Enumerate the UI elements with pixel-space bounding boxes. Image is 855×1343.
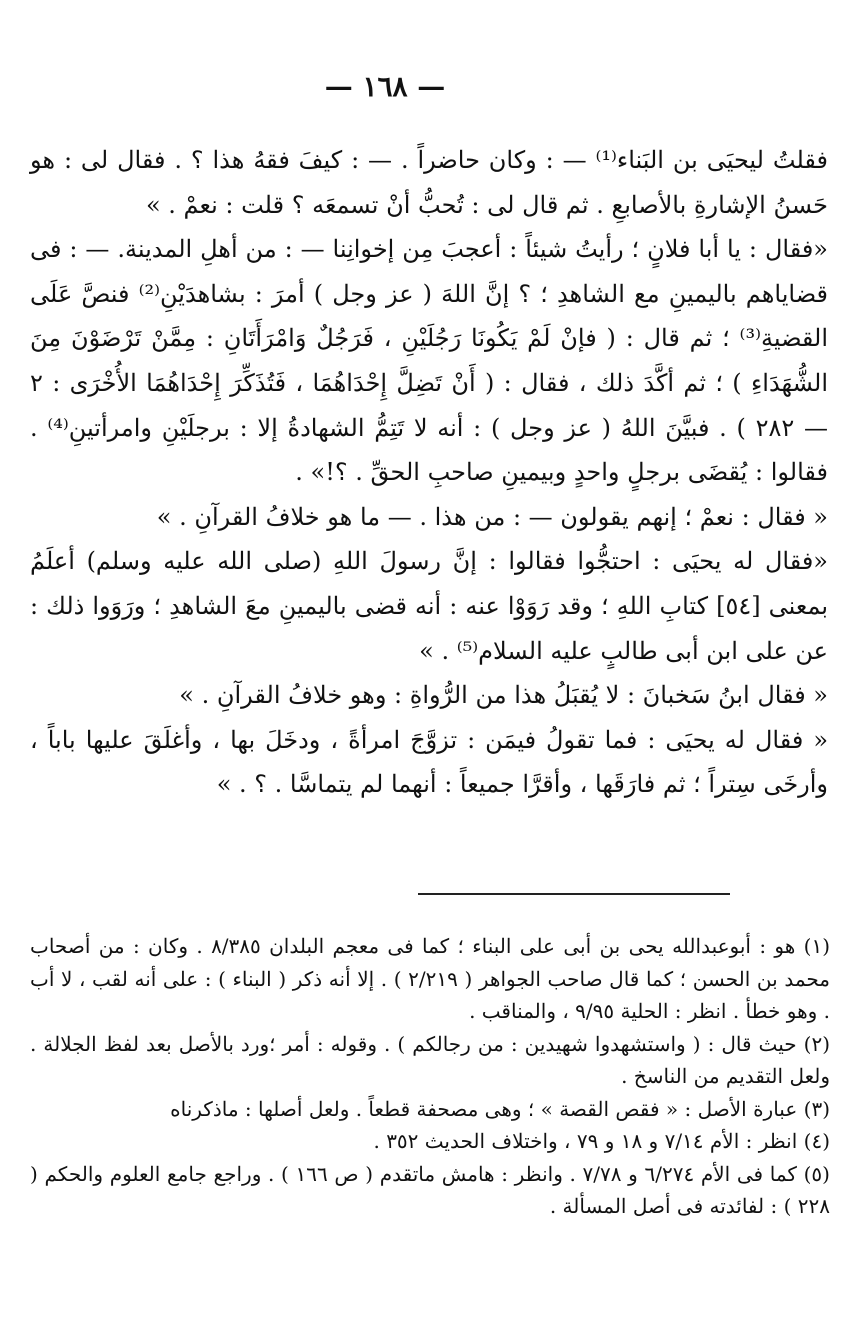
page-number: — ١٦٨ — xyxy=(324,70,446,103)
paragraph-5: « فقال ابنُ سَخبانَ : لا يُقبَلُ هذا من الرُّواةِ : وهو خلافُ القرآنِ . » xyxy=(179,681,828,710)
paragraph-3: « فقال : نعمْ ؛ إنهم يقولون — : من هذا . — ما هو خلافُ القرآنِ . » xyxy=(156,502,828,531)
footnote-1: (١) هو : أبوعبدالله يحى بن أبى على البناء ؛ كما فى معجم البلدان ٨/٣٨٥ . وكان : من أصحاب محمد بن الحسن ؛ كما قال صاحب الجواهر ( ٢/٢١٩ ) . إلا أنه ذكر ( البناء ) : على أنه لقب ، لا أب . وهو خطأ . انظر : الحلية ٩/٩٥ ، والمناقب . xyxy=(30,934,830,1023)
footnote-3: (٣) عبارة الأصل : « فقص القصة » ؛ وهى مصحفة قطعاً . ولعل أصلها : ماذكرناه xyxy=(170,1096,830,1121)
footnote-2: (٢) حيث قال : ( واستشهدوا شهيدين : من رجالكم ) . وقوله : أمر ؛ورد بالأصل بعد لفظ الجلالة . ولعل التقديم من الناسخ . xyxy=(30,1031,830,1088)
paragraph-4: «فقال له يحيَى : احتجُّوا فقالوا : إنَّ رسولَ اللهِ (صلى الله عليه وسلم) أعلَمُ بمعنى [٥٤] كتابِ اللهِ ؛ وقد رَوَوْا عنه : أنه قضى باليمينِ معَ الشاهدِ ؛ ورَوَوا ذلك : عن على ابن أبى طالبٍ عليه السلام⁽⁵⁾ . » xyxy=(30,547,829,665)
footnote-5: (٥) كما فى الأم ٦/٢٧٤ و ٧/٧٨ . وانظر : هامش ماتقدم ( ص ١٦٦ ) . وراجع جامع العلوم والحكم ( ٢٢٨ ) : لفائدته فى أصل المسألة . xyxy=(30,1161,830,1218)
paragraph-2: «فقال : يا أبا فلانٍ ؛ رأيتُ شيئاً : أعجبَ مِن إخوانِنا — : من أهلِ المدينة. — : فى قضاياهم باليمينِ مع الشاهدِ ؛ ؟ إنَّ اللهَ ( عز وجل ) أمرَ : بشاهدَيْنِ⁽²⁾ فنصَّ عَلَى القضيةِ⁽³⁾ ؛ ثم قال : ( فإنْ لَمْ يَكُونَا رَجُلَيْنِ ، فَرَجُلٌ وَامْرَأَتَانِ : مِمَّنْ تَرْضَوْنَ مِنَ الشُّهَدَاءِ ) ؛ ثم أكَّدَ ذلك ، فقال : ( أَنْ تَضِلَّ إِحْدَاهُمَا ، فَتُذَكِّرَ إِحْدَاهُمَا الأُخْرَى : ٢ — ٢٨٢ ) . فبيَّنَ اللهُ ( عز وجل ) : أنه لا تَتِمُّ الشهادةُ إلا : برجلَيْنِ وامرأتينِ⁽⁴⁾ . فقالوا : يُقضَى برجلٍ واحدٍ وبيمينِ صاحبِ الحقِّ . ؟!» . xyxy=(30,235,828,487)
footnotes xyxy=(30,930,830,1223)
footnote-divider xyxy=(418,893,730,895)
footnote-4: (٤) انظر : الأم ٧/١٤ و ١٨ و ٧٩ ، واختلاف الحديث ٣٥٢ . xyxy=(373,1129,830,1153)
paragraph-6: « فقال له يحيَى : فما تقولُ فيمَن : تزوَّجَ امرأةً ، ودخَلَ بها ، وأغلَقَ عليها باباً ، وأرخَى سِتراً ؛ ثم فارَقَها ، وأقرَّا جميعاً : أنهما لم يتماسَّا . ؟ . » xyxy=(30,725,828,799)
paragraph-1: فقلتُ ليحيَى بن البَناء⁽¹⁾ — : وكان حاضراً . — : كيفَ فقهُ هذا ؟ . فقال لى : هو حَسنُ الإشارةِ بالأصابعِ . ثم قال لى : تُحبُّ أنْ تسمعَه ؟ قلت : نعمْ . » xyxy=(30,146,829,219)
main-text xyxy=(30,138,828,807)
